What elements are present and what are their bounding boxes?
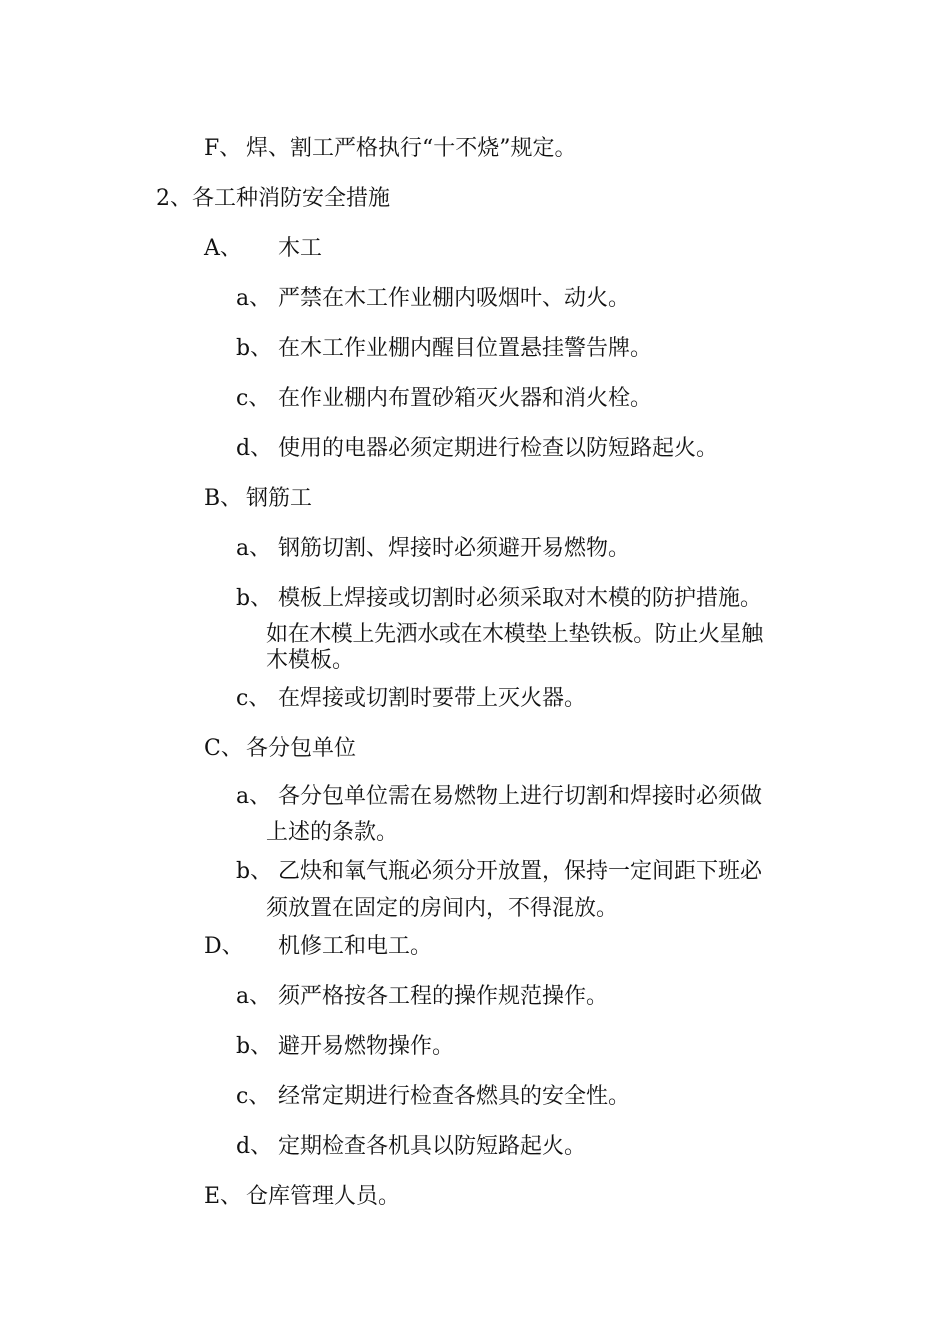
item-text: 各分包单位需在易燃物上进行切割和焊接时必须做 bbox=[278, 784, 763, 809]
subsection-title: 钢筋工 bbox=[246, 486, 313, 511]
item-text: 在作业棚内布置砂箱灭火器和消火栓。 bbox=[278, 386, 653, 411]
item-marker: b、 bbox=[236, 1034, 273, 1059]
list-item bbox=[236, 858, 762, 886]
item-marker: a、 bbox=[236, 784, 272, 809]
subsection-heading bbox=[204, 735, 356, 763]
subsection-title: 各分包单位 bbox=[246, 736, 357, 761]
list-item bbox=[236, 535, 630, 563]
item-continuation: 如在木模上先洒水或在木模垫上垫铁板。防止火星触 bbox=[266, 622, 763, 647]
list-item bbox=[236, 983, 608, 1011]
item-text: 乙炔和氧气瓶必须分开放置，保持一定间距下班必 bbox=[278, 859, 763, 884]
item-text: 使用的电器必须定期进行检查以防短路起火。 bbox=[278, 436, 719, 461]
subsection-title: 机修工和电工。 bbox=[278, 934, 433, 959]
list-item bbox=[236, 685, 586, 713]
item-marker: b、 bbox=[236, 859, 273, 884]
item-text: 严禁在木工作业棚内吸烟叶、动火。 bbox=[278, 286, 631, 311]
item-marker: F、 bbox=[204, 136, 242, 161]
list-item bbox=[236, 285, 630, 313]
subsection-heading bbox=[204, 1183, 400, 1211]
item-marker: c、 bbox=[236, 1084, 271, 1109]
item-text: 须严格按各工程的操作规范操作。 bbox=[278, 984, 609, 1009]
list-item bbox=[236, 1133, 586, 1161]
list-item bbox=[204, 135, 577, 163]
item-text: 焊、割工严格执行“十不烧”规定。 bbox=[246, 136, 577, 161]
item-marker: d、 bbox=[236, 436, 273, 461]
list-item bbox=[236, 585, 762, 613]
subsection-marker: B、 bbox=[204, 486, 243, 511]
item-marker: c、 bbox=[236, 386, 271, 411]
item-continuation: 上述的条款。 bbox=[266, 820, 399, 845]
item-marker: a、 bbox=[236, 984, 272, 1009]
subsection-marker: C、 bbox=[204, 736, 243, 761]
section-number: 2、 bbox=[156, 186, 192, 211]
list-item bbox=[236, 435, 718, 463]
subsection-marker: D、 bbox=[204, 934, 244, 959]
item-marker: a、 bbox=[236, 536, 272, 561]
item-text: 避开易燃物操作。 bbox=[278, 1034, 455, 1059]
item-text: 定期检查各机具以防短路起火。 bbox=[278, 1134, 587, 1159]
list-item bbox=[236, 385, 652, 413]
subsection-heading bbox=[204, 933, 432, 961]
list-item bbox=[236, 1083, 630, 1111]
item-marker: c、 bbox=[236, 686, 271, 711]
list-item bbox=[236, 783, 762, 811]
subsection-marker: E、 bbox=[204, 1184, 243, 1209]
subsection-marker: A、 bbox=[204, 236, 242, 261]
item-text: 模板上焊接或切割时必须采取对木模的防护措施。 bbox=[278, 586, 763, 611]
item-marker: d、 bbox=[236, 1134, 273, 1159]
subsection-title: 木工 bbox=[278, 236, 323, 261]
item-marker: b、 bbox=[236, 586, 273, 611]
item-text: 在木工作业棚内醒目位置悬挂警告牌。 bbox=[278, 336, 653, 361]
item-text: 经常定期进行检查各燃具的安全性。 bbox=[278, 1084, 631, 1109]
subsection-heading bbox=[204, 485, 312, 513]
item-marker: a、 bbox=[236, 286, 272, 311]
section-heading bbox=[156, 185, 390, 213]
item-marker: b、 bbox=[236, 336, 273, 361]
section-title: 各工种消防安全措施 bbox=[192, 186, 391, 211]
subsection-title: 仓库管理人员。 bbox=[246, 1184, 401, 1209]
item-text: 在焊接或切割时要带上灭火器。 bbox=[278, 686, 587, 711]
item-continuation: 木模板。 bbox=[266, 648, 355, 673]
list-item bbox=[236, 1033, 454, 1061]
item-text: 钢筋切割、焊接时必须避开易燃物。 bbox=[278, 536, 631, 561]
list-item bbox=[236, 335, 652, 363]
subsection-heading bbox=[204, 235, 322, 263]
item-continuation: 须放置在固定的房间内，不得混放。 bbox=[266, 896, 619, 921]
